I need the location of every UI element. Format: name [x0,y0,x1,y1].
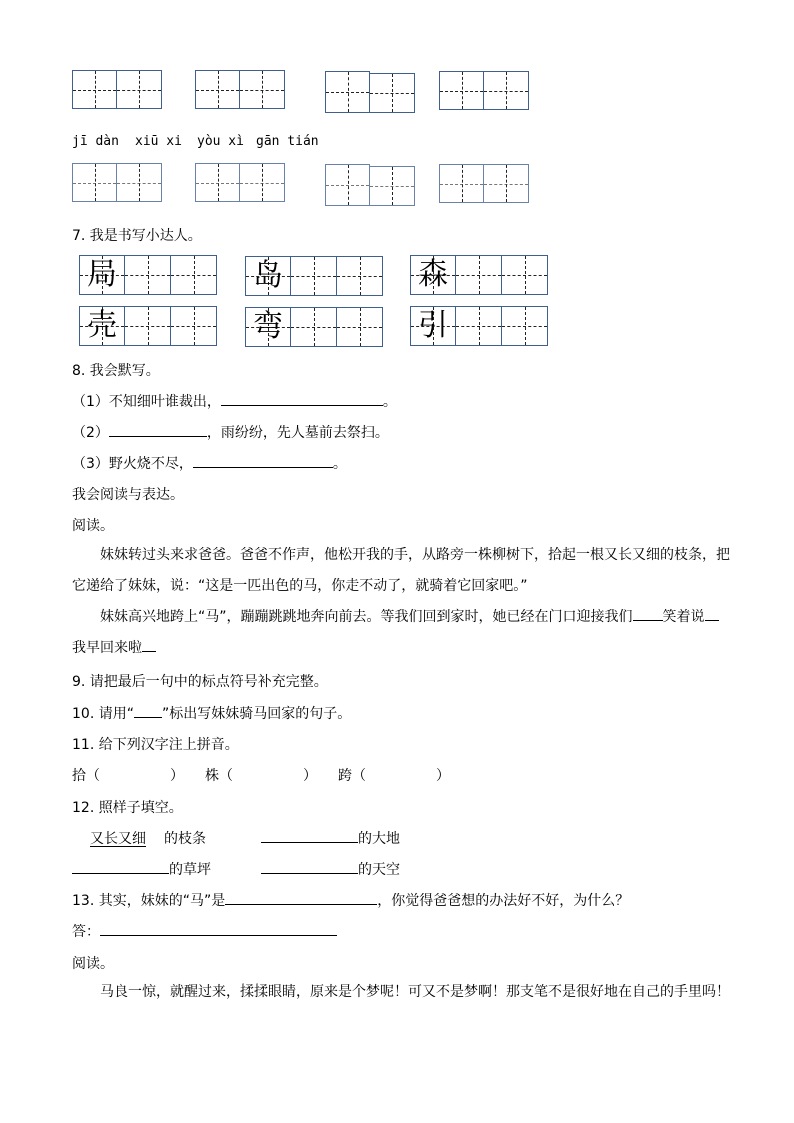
grid-cell[interactable] [484,71,529,110]
write-cell[interactable] [456,306,502,346]
pinyin-grid-3-top[interactable] [325,71,415,113]
grid-cell[interactable] [72,163,117,202]
q12-example-text: 又长又细 [90,831,146,847]
grid-cell[interactable] [370,166,415,206]
reading1-para1: 妹妹转过头来求爸爸。爸爸不作声，他松开我的手，从路旁一株柳树下，拾起一根又长又细的枝条，把它递给了妹妹，说：“这是一匹出色的马，你走不动了，就骑着它回家吧。” [72,547,730,594]
writing-grid-5[interactable] [245,307,383,347]
pinyin-grid-4-top[interactable] [439,71,529,110]
grid-cell[interactable] [484,164,529,203]
answer-blank[interactable] [221,391,383,406]
q12-title: 12. 照样子填空。 [72,800,183,816]
grid-cell[interactable] [240,163,285,202]
writing-grid-6[interactable] [410,306,548,346]
grid-cell[interactable] [325,164,370,206]
answer-blank[interactable] [193,453,333,468]
pinyin-word-4: gān tián [256,134,319,149]
grid-cell[interactable] [195,70,240,109]
pinyin-grid-2-bottom[interactable] [195,163,285,202]
model-char: 局 [87,257,117,292]
reading1-para2-c: 我早回来啦 [72,640,142,656]
write-cell[interactable] [291,256,337,296]
q12-suffix-2: 的大地 [358,831,400,847]
answer-blank[interactable] [261,859,358,874]
write-cell[interactable] [171,306,217,346]
section-heading: 我会阅读与表达。 [72,487,184,503]
answer-blank[interactable] [261,828,358,843]
q8-item-1 [72,391,397,411]
model-cell [410,306,456,346]
write-cell[interactable] [337,256,383,296]
grid-cell[interactable] [439,71,484,110]
q12-suffix-4: 的天空 [358,862,400,878]
reading1-label: 阅读。 [72,518,114,534]
write-cell[interactable] [502,255,548,295]
q8-item-3-prefix: （3）野火烧不尽， [72,456,193,472]
grid-cell[interactable] [117,70,162,109]
reading1-para2-a: 妹妹高兴地跨上“马”，蹦蹦跳跳地奔向前去。等我们回到家时，她已经在门口迎接我们 [100,609,633,625]
q11-char-3-label: 跨（ [338,768,366,784]
q13-title-a: 13. 其实，妹妹的“马”是 [72,893,226,909]
q10-title-b: ”标出写妹妹骑马回家的句子。 [161,706,352,722]
model-cell [79,255,125,295]
write-cell[interactable] [291,307,337,347]
reading1-para2 [72,602,732,664]
writing-grid-1[interactable] [79,255,217,295]
q8-item-3 [72,453,347,473]
q8-item-2-suffix: ，雨纷纷，先人墓前去祭扫。 [206,425,389,441]
reading2-para: 马良一惊，就醒过来，揉揉眼睛，原来是个梦呢！可又不是梦啊！那支笔不是很好地在自己的手里吗！ [100,984,730,1000]
underline-sample [134,703,162,718]
q12-suffix-3: 的草坪 [169,862,211,878]
q12-blank-4 [261,859,400,879]
reading1-para2-b: 笑着说 [662,609,705,625]
answer-label: 答： [72,924,100,940]
q11-char-1 [72,765,184,785]
write-cell[interactable] [337,307,383,347]
reading2-label: 阅读。 [72,956,114,972]
answer-blank[interactable] [72,859,169,874]
grid-cell[interactable] [325,71,370,113]
pinyin-input[interactable] [100,766,170,780]
answer-blank[interactable] [100,921,337,936]
model-char: 壳 [87,308,117,343]
q12-suffix-1: 的枝条 [164,831,206,847]
pinyin-grid-1-bottom[interactable] [72,163,162,202]
q8-item-2 [72,422,389,442]
q11-title: 11. 给下列汉字注上拼音。 [72,737,239,753]
q10-title [72,703,351,723]
q11-char-3 [338,765,450,785]
grid-cell[interactable] [195,163,240,202]
pinyin-grid-2-top[interactable] [195,70,285,109]
grid-cell[interactable] [240,70,285,109]
write-cell[interactable] [456,255,502,295]
q8-item-1-suffix: 。 [382,394,397,410]
pinyin-input[interactable] [233,766,303,780]
model-cell [245,307,291,347]
grid-cell[interactable] [117,163,162,202]
answer-blank[interactable] [109,422,207,437]
writing-grid-3[interactable] [410,255,548,295]
q13-title [72,890,629,910]
model-cell [79,306,125,346]
model-cell [410,255,456,295]
q11-close: ） [170,768,184,784]
q8-item-1-prefix: （1）不知细叶谁裁出， [72,394,221,410]
grid-cell[interactable] [439,164,484,203]
write-cell[interactable] [171,255,217,295]
q13-answer [72,921,337,941]
q11-char-1-label: 拾（ [72,768,100,784]
write-cell[interactable] [125,306,171,346]
model-char: 森 [418,257,448,292]
q12-example [72,828,206,848]
q11-char-2 [205,765,317,785]
punctuation-blank[interactable] [633,606,663,621]
q13-title-b: ，你觉得爸爸想的办法好不好，为什么？ [377,893,630,909]
q10-title-a: 10. 请用“ [72,706,134,722]
writing-grid-4[interactable] [79,306,217,346]
q8-title: 8. 我会默写。 [72,363,160,379]
q11-close: ） [436,768,450,784]
pinyin-grid-4-bottom[interactable] [439,164,529,203]
q9-title: 9. 请把最后一句中的标点符号补充完整。 [72,674,328,690]
write-cell[interactable] [125,255,171,295]
answer-blank[interactable] [225,890,377,905]
pinyin-grid-3-bottom[interactable] [325,164,415,206]
q11-close: ） [303,768,317,784]
q12-blank-3 [72,859,211,879]
punctuation-blank[interactable] [705,606,719,621]
pinyin-word-3: yòu xì [197,134,244,149]
model-char: 弯 [253,309,283,344]
model-char: 引 [418,308,448,343]
q8-item-2-prefix: （2） [72,425,109,441]
q12-blank-2 [261,828,400,848]
pinyin-input[interactable] [366,766,436,780]
model-cell [245,256,291,296]
write-cell[interactable] [502,306,548,346]
q8-item-3-suffix: 。 [332,456,347,472]
pinyin-word-2: xiū xi [135,134,182,149]
writing-grid-2[interactable] [245,256,383,296]
q7-title: 7. 我是书写小达人。 [72,228,202,244]
grid-cell[interactable] [370,73,415,113]
grid-cell[interactable] [72,70,117,109]
model-char: 岛 [253,258,283,293]
pinyin-word-1: jī dàn [72,134,119,149]
q11-char-2-label: 株（ [205,768,233,784]
pinyin-grid-1-top[interactable] [72,70,162,109]
punctuation-blank[interactable] [142,637,156,652]
